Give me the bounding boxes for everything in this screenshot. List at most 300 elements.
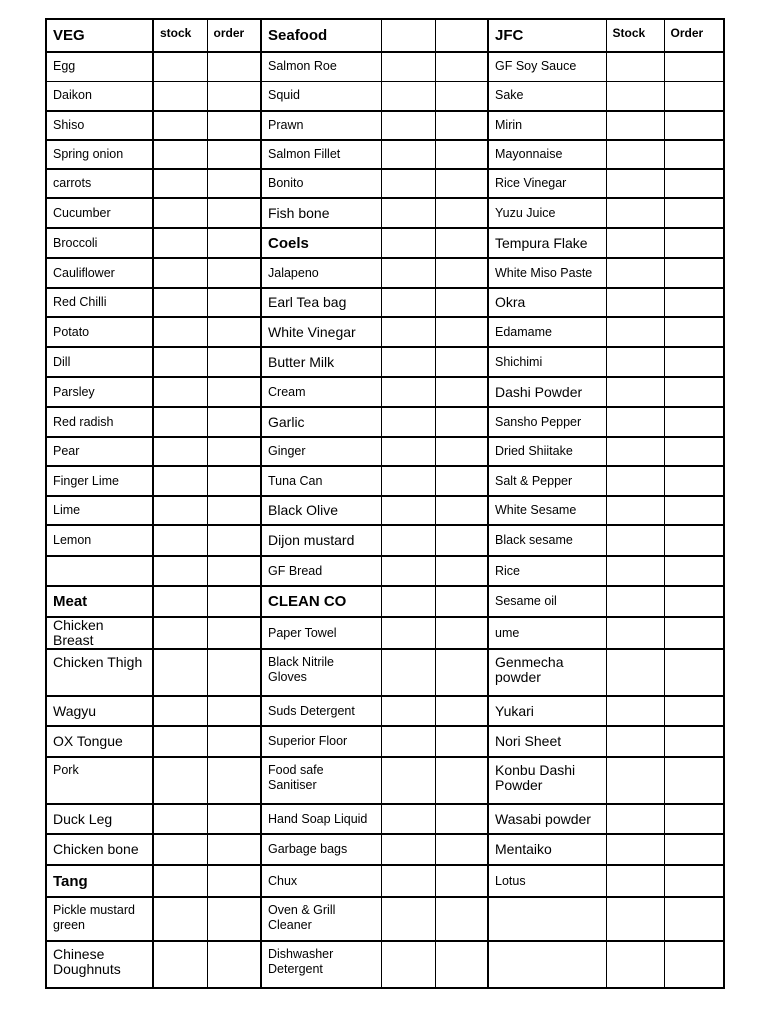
stock-cell[interactable] [606, 377, 664, 407]
item-name: White Miso Paste [488, 258, 606, 288]
stock-cell[interactable] [381, 198, 435, 228]
order-cell[interactable] [207, 865, 261, 897]
item-name: Food safe Sanitiser [261, 757, 381, 804]
table-row [46, 111, 724, 140]
order-cell[interactable] [664, 525, 724, 556]
order-cell[interactable] [435, 726, 488, 757]
item-name: Nori Sheet [488, 726, 606, 757]
order-cell[interactable] [664, 941, 724, 988]
order-cell[interactable] [435, 81, 488, 111]
stock-cell[interactable] [606, 466, 664, 496]
order-cell[interactable] [207, 757, 261, 804]
item-name: Mentaiko [488, 834, 606, 865]
stock-cell[interactable] [606, 496, 664, 525]
order-cell[interactable] [435, 525, 488, 556]
order-cell[interactable] [435, 169, 488, 198]
order-cell[interactable] [207, 617, 261, 649]
stock-cell[interactable] [153, 804, 207, 834]
order-cell[interactable] [435, 466, 488, 496]
item-name [46, 556, 153, 586]
order-cell[interactable] [435, 377, 488, 407]
item-name: Genmecha powder [488, 649, 606, 696]
stock-cell[interactable] [153, 258, 207, 288]
veg-header: VEG [46, 19, 153, 52]
stock-cell[interactable] [606, 140, 664, 169]
order-cell[interactable] [664, 288, 724, 317]
order-cell[interactable] [207, 941, 261, 988]
table-row [46, 198, 724, 228]
item-name: Cream [261, 377, 381, 407]
stock-cell[interactable] [606, 941, 664, 988]
stock-cell[interactable] [153, 586, 207, 617]
stock-cell[interactable] [153, 377, 207, 407]
order-cell[interactable] [664, 81, 724, 111]
order-cell[interactable] [664, 696, 724, 726]
stock-cell[interactable] [153, 288, 207, 317]
stock-cell[interactable] [153, 347, 207, 377]
table-row [46, 726, 724, 757]
stock-cell[interactable] [153, 52, 207, 81]
item-name: Fish bone [261, 198, 381, 228]
stock-cell[interactable] [381, 347, 435, 377]
item-name: Lemon [46, 525, 153, 556]
stock-cell[interactable] [153, 169, 207, 198]
stock-cell[interactable] [381, 111, 435, 140]
item-name: Meat [46, 586, 153, 617]
order-cell[interactable] [664, 169, 724, 198]
stock-cell[interactable] [153, 556, 207, 586]
stock-cell[interactable] [606, 228, 664, 258]
item-name: Prawn [261, 111, 381, 140]
stock-cell[interactable] [606, 437, 664, 466]
order-cell[interactable] [435, 407, 488, 437]
stock-cell[interactable] [153, 757, 207, 804]
stock-cell[interactable] [381, 52, 435, 81]
item-name [488, 897, 606, 941]
stock-cell[interactable] [153, 834, 207, 865]
item-name: Black Nitrile Gloves [261, 649, 381, 696]
item-name: ume [488, 617, 606, 649]
order-cell[interactable] [664, 466, 724, 496]
table-row [46, 347, 724, 377]
order-cell[interactable] [207, 897, 261, 941]
table-row [46, 466, 724, 496]
order-cell[interactable] [435, 617, 488, 649]
item-name: Rice [488, 556, 606, 586]
order-cell[interactable] [664, 347, 724, 377]
item-name: Wagyu [46, 696, 153, 726]
order-cell[interactable] [435, 140, 488, 169]
item-name: Dijon mustard [261, 525, 381, 556]
table-row [46, 317, 724, 347]
order-cell[interactable] [664, 437, 724, 466]
item-name: Tuna Can [261, 466, 381, 496]
stock-cell[interactable] [606, 804, 664, 834]
order-cell[interactable] [664, 617, 724, 649]
stock-cell[interactable] [153, 228, 207, 258]
stock-cell[interactable] [381, 169, 435, 198]
order-cell[interactable] [664, 556, 724, 586]
item-name: Mayonnaise [488, 140, 606, 169]
order-cell[interactable] [664, 757, 724, 804]
item-name: Suds Detergent [261, 696, 381, 726]
stock-cell[interactable] [153, 111, 207, 140]
item-name: Bonito [261, 169, 381, 198]
stock-cell[interactable] [153, 525, 207, 556]
veg-order-header: order [207, 19, 261, 52]
stock-cell[interactable] [606, 696, 664, 726]
order-cell[interactable] [435, 941, 488, 988]
stock-cell[interactable] [606, 617, 664, 649]
header-row [46, 19, 724, 52]
stock-cell[interactable] [606, 586, 664, 617]
item-name: Pear [46, 437, 153, 466]
item-name: Salmon Roe [261, 52, 381, 81]
stock-cell[interactable] [381, 258, 435, 288]
stock-cell[interactable] [381, 941, 435, 988]
stock-cell[interactable] [381, 377, 435, 407]
item-name: Pork [46, 757, 153, 804]
item-name: Parsley [46, 377, 153, 407]
order-cell[interactable] [207, 140, 261, 169]
order-cell[interactable] [207, 347, 261, 377]
item-name: Chicken bone [46, 834, 153, 865]
item-name: Red Chilli [46, 288, 153, 317]
stock-cell[interactable] [381, 834, 435, 865]
stock-cell[interactable] [381, 865, 435, 897]
item-name: White Vinegar [261, 317, 381, 347]
item-name: Red radish [46, 407, 153, 437]
order-cell[interactable] [664, 804, 724, 834]
stock-cell[interactable] [381, 317, 435, 347]
item-name: Shichimi [488, 347, 606, 377]
table-row [46, 865, 724, 897]
stock-cell[interactable] [153, 437, 207, 466]
stock-cell[interactable] [381, 649, 435, 696]
jfc-order-header: Order [664, 19, 724, 52]
order-cell[interactable] [664, 496, 724, 525]
order-cell[interactable] [435, 111, 488, 140]
order-cell[interactable] [207, 258, 261, 288]
stock-cell[interactable] [606, 556, 664, 586]
order-cell[interactable] [664, 228, 724, 258]
item-name: Superior Floor [261, 726, 381, 757]
item-name: Shiso [46, 111, 153, 140]
order-cell[interactable] [435, 897, 488, 941]
order-cell[interactable] [664, 649, 724, 696]
item-name: Cauliflower [46, 258, 153, 288]
stock-cell[interactable] [606, 897, 664, 941]
order-cell[interactable] [664, 726, 724, 757]
table-row [46, 377, 724, 407]
order-cell[interactable] [207, 198, 261, 228]
stock-cell[interactable] [153, 466, 207, 496]
table-row [46, 288, 724, 317]
order-cell[interactable] [435, 198, 488, 228]
item-name: Yukari [488, 696, 606, 726]
order-cell[interactable] [207, 696, 261, 726]
item-name: Oven & Grill Cleaner [261, 897, 381, 941]
item-name: Yuzu Juice [488, 198, 606, 228]
order-cell[interactable] [207, 407, 261, 437]
item-name: Spring onion [46, 140, 153, 169]
stock-cell[interactable] [381, 140, 435, 169]
stock-cell[interactable] [381, 897, 435, 941]
order-cell[interactable] [664, 834, 724, 865]
order-cell[interactable] [664, 258, 724, 288]
item-name: Chinese Doughnuts [46, 941, 153, 988]
item-name [488, 941, 606, 988]
order-cell[interactable] [664, 317, 724, 347]
order-cell[interactable] [435, 496, 488, 525]
item-name: Potato [46, 317, 153, 347]
order-cell[interactable] [207, 52, 261, 81]
stock-cell[interactable] [606, 347, 664, 377]
table-row [46, 834, 724, 865]
seafood-header: Seafood [261, 19, 381, 52]
stock-cell[interactable] [606, 726, 664, 757]
item-name: Broccoli [46, 228, 153, 258]
order-cell[interactable] [207, 111, 261, 140]
stock-cell[interactable] [606, 111, 664, 140]
stock-order-sheet [45, 18, 725, 989]
order-cell[interactable] [664, 586, 724, 617]
item-name: Earl Tea bag [261, 288, 381, 317]
stock-cell[interactable] [381, 617, 435, 649]
item-name: Lime [46, 496, 153, 525]
item-name: GF Soy Sauce [488, 52, 606, 81]
item-name: Sansho Pepper [488, 407, 606, 437]
table-row [46, 496, 724, 525]
order-cell[interactable] [207, 169, 261, 198]
order-cell[interactable] [435, 228, 488, 258]
jfc-header: JFC [488, 19, 606, 52]
table-row [46, 941, 724, 988]
order-cell[interactable] [207, 586, 261, 617]
table-row [46, 437, 724, 466]
item-name: Black Olive [261, 496, 381, 525]
item-name: Tempura Flake [488, 228, 606, 258]
stock-cell[interactable] [606, 525, 664, 556]
item-name: Dried Shiitake [488, 437, 606, 466]
item-name: Egg [46, 52, 153, 81]
table-row [46, 586, 724, 617]
order-cell[interactable] [435, 347, 488, 377]
order-cell[interactable] [664, 897, 724, 941]
order-cell[interactable] [435, 834, 488, 865]
item-name: Garbage bags [261, 834, 381, 865]
order-cell[interactable] [207, 377, 261, 407]
jfc-stock-header: Stock [606, 19, 664, 52]
item-name: Mirin [488, 111, 606, 140]
order-cell[interactable] [207, 834, 261, 865]
table-row [46, 81, 724, 111]
order-cell[interactable] [435, 757, 488, 804]
stock-cell[interactable] [381, 496, 435, 525]
item-name: Dishwasher Detergent [261, 941, 381, 988]
item-name: Tang [46, 865, 153, 897]
order-cell[interactable] [207, 726, 261, 757]
stock-cell[interactable] [606, 865, 664, 897]
stock-cell[interactable] [153, 726, 207, 757]
table-row [46, 525, 724, 556]
item-name: Black sesame [488, 525, 606, 556]
stock-cell[interactable] [153, 81, 207, 111]
stock-cell[interactable] [381, 556, 435, 586]
item-name: Squid [261, 81, 381, 111]
stock-cell[interactable] [153, 496, 207, 525]
order-cell[interactable] [207, 466, 261, 496]
item-name: Chicken Breast [46, 617, 153, 649]
item-name: Finger Lime [46, 466, 153, 496]
item-name: Hand Soap Liquid [261, 804, 381, 834]
stock-cell[interactable] [381, 437, 435, 466]
table-row [46, 228, 724, 258]
order-cell[interactable] [207, 804, 261, 834]
stock-cell[interactable] [381, 228, 435, 258]
item-name: Ginger [261, 437, 381, 466]
stock-cell[interactable] [606, 81, 664, 111]
veg-stock-header: stock [153, 19, 207, 52]
item-name: Daikon [46, 81, 153, 111]
table-row [46, 140, 724, 169]
order-cell[interactable] [435, 865, 488, 897]
stock-cell[interactable] [153, 941, 207, 988]
order-cell[interactable] [207, 525, 261, 556]
stock-cell[interactable] [381, 586, 435, 617]
seafood-order-header [435, 19, 488, 52]
stock-cell[interactable] [153, 865, 207, 897]
stock-cell[interactable] [381, 288, 435, 317]
item-name: CLEAN CO [261, 586, 381, 617]
stock-cell[interactable] [606, 317, 664, 347]
item-name: Chux [261, 865, 381, 897]
table-row [46, 897, 724, 941]
order-cell[interactable] [435, 52, 488, 81]
item-name: Butter Milk [261, 347, 381, 377]
item-name: Konbu Dashi Powder [488, 757, 606, 804]
item-name: Chicken Thigh [46, 649, 153, 696]
order-cell[interactable] [664, 52, 724, 81]
item-name: Okra [488, 288, 606, 317]
order-cell[interactable] [207, 437, 261, 466]
item-name: Coels [261, 228, 381, 258]
item-name: Salt & Pepper [488, 466, 606, 496]
order-cell[interactable] [664, 140, 724, 169]
table-row [46, 52, 724, 81]
stock-cell[interactable] [606, 169, 664, 198]
item-name: carrots [46, 169, 153, 198]
order-cell[interactable] [435, 317, 488, 347]
order-cell[interactable] [664, 865, 724, 897]
table-row [46, 258, 724, 288]
table-row [46, 169, 724, 198]
stock-cell[interactable] [153, 617, 207, 649]
item-name: Pickle mustard green [46, 897, 153, 941]
item-name: Dashi Powder [488, 377, 606, 407]
order-cell[interactable] [435, 586, 488, 617]
stock-cell[interactable] [381, 757, 435, 804]
order-cell[interactable] [207, 81, 261, 111]
order-cell[interactable] [435, 288, 488, 317]
order-cell[interactable] [435, 556, 488, 586]
item-name: Sesame oil [488, 586, 606, 617]
table-row [46, 617, 724, 649]
order-cell[interactable] [435, 804, 488, 834]
table-row [46, 649, 724, 696]
stock-cell[interactable] [381, 525, 435, 556]
stock-cell[interactable] [153, 897, 207, 941]
item-name: Jalapeno [261, 258, 381, 288]
stock-cell[interactable] [606, 649, 664, 696]
stock-cell[interactable] [381, 466, 435, 496]
order-cell[interactable] [207, 649, 261, 696]
stock-cell[interactable] [381, 804, 435, 834]
order-cell[interactable] [664, 111, 724, 140]
order-cell[interactable] [207, 496, 261, 525]
stock-cell[interactable] [153, 407, 207, 437]
stock-cell[interactable] [381, 407, 435, 437]
item-name: Duck Leg [46, 804, 153, 834]
stock-cell[interactable] [153, 696, 207, 726]
order-cell[interactable] [207, 556, 261, 586]
order-cell[interactable] [435, 696, 488, 726]
stock-cell[interactable] [606, 258, 664, 288]
stock-cell[interactable] [606, 757, 664, 804]
stock-cell[interactable] [153, 198, 207, 228]
item-name: GF Bread [261, 556, 381, 586]
order-cell[interactable] [207, 317, 261, 347]
stock-cell[interactable] [381, 696, 435, 726]
item-name: Salmon Fillet [261, 140, 381, 169]
stock-cell[interactable] [153, 140, 207, 169]
table-row [46, 804, 724, 834]
order-cell[interactable] [664, 407, 724, 437]
order-cell[interactable] [435, 649, 488, 696]
table-row [46, 556, 724, 586]
item-name: Cucumber [46, 198, 153, 228]
item-name: White Sesame [488, 496, 606, 525]
stock-cell[interactable] [606, 834, 664, 865]
stock-cell[interactable] [606, 52, 664, 81]
item-name: Lotus [488, 865, 606, 897]
order-cell[interactable] [664, 198, 724, 228]
table-row [46, 696, 724, 726]
stock-cell[interactable] [153, 317, 207, 347]
stock-cell[interactable] [606, 288, 664, 317]
order-cell[interactable] [435, 437, 488, 466]
stock-cell[interactable] [153, 649, 207, 696]
table-row [46, 757, 724, 804]
stock-cell[interactable] [381, 726, 435, 757]
item-name: Rice Vinegar [488, 169, 606, 198]
stock-cell[interactable] [606, 407, 664, 437]
stock-cell[interactable] [381, 81, 435, 111]
order-cell[interactable] [664, 377, 724, 407]
item-name: OX Tongue [46, 726, 153, 757]
table-row [46, 407, 724, 437]
order-cell[interactable] [207, 288, 261, 317]
item-name: Garlic [261, 407, 381, 437]
item-name: Dill [46, 347, 153, 377]
item-name: Sake [488, 81, 606, 111]
item-name: Wasabi powder [488, 804, 606, 834]
stock-cell[interactable] [606, 198, 664, 228]
seafood-stock-header [381, 19, 435, 52]
order-cell[interactable] [207, 228, 261, 258]
item-name: Paper Towel [261, 617, 381, 649]
order-cell[interactable] [435, 258, 488, 288]
